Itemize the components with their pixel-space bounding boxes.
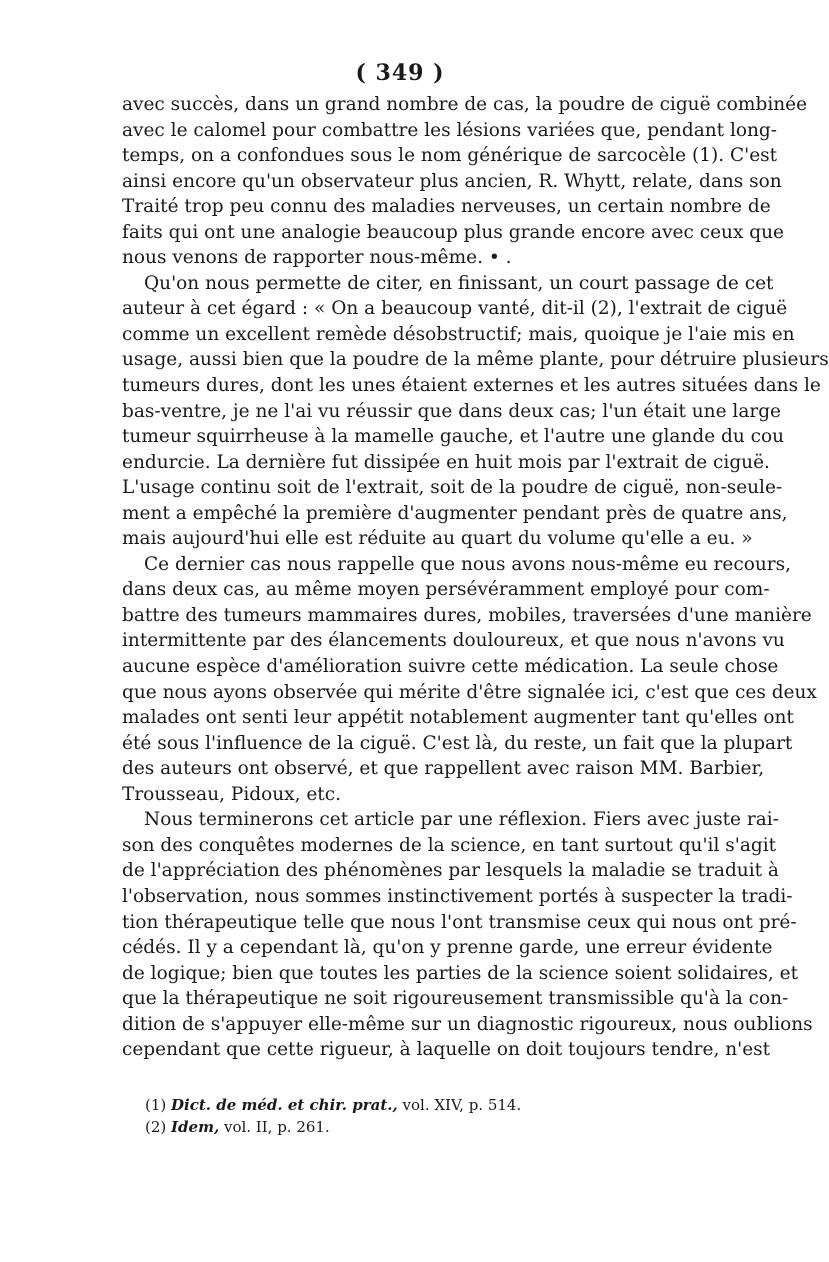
text-line: faits qui ont une analogie beaucoup plus grande encore avec ceux que xyxy=(122,221,784,243)
footnote xyxy=(145,1116,685,1138)
footnote-reference: Idem, xyxy=(171,1118,220,1136)
text-line: bas-ventre, je ne l'ai vu réussir que dans deux cas; l'un était une large xyxy=(122,400,781,422)
text-line: dans deux cas, au même moyen persévéramment employé pour com- xyxy=(122,579,770,601)
text-line: endurcie. La dernière fut dissipée en huit mois par l'extrait de ciguë. xyxy=(122,451,770,473)
text-line: temps, on a confondues sous le nom générique de sarcocèle (1). C'est xyxy=(122,145,778,167)
text-line: Trousseau, Pidoux, etc. xyxy=(122,783,341,805)
footnote-text: vol. II, p. 261. xyxy=(223,1118,330,1136)
text-line: usage, aussi bien que la poudre de la même plante, pour détruire plusieurs xyxy=(122,349,829,371)
text-line: que la thérapeutique ne soit rigoureusement transmissible qu'à la con- xyxy=(122,988,789,1010)
text-line: dition de s'appuyer elle-même sur un diagnostic rigoureux, nous oublions xyxy=(122,1013,813,1035)
text-line: que nous ayons observée qui mérite d'être signalée ici, c'est que ces deux xyxy=(122,681,817,703)
text-line: aucune espèce d'amélioration suivre cette médication. La seule chose xyxy=(122,656,779,678)
text-line: cependant que cette rigueur, à laquelle on doit toujours tendre, n'est xyxy=(122,1039,771,1061)
text-line: nous venons de rapporter nous-même. • . xyxy=(122,247,512,269)
text-line: malades ont senti leur appétit notablement augmenter tant qu'elles ont xyxy=(122,707,794,729)
text-line: l'observation, nous sommes instinctivement portés à suspecter la tradi- xyxy=(122,885,793,907)
text-line: ment a empêché la première d'augmenter pendant près de quatre ans, xyxy=(122,502,788,524)
text-line: Nous terminerons cet article par une réflexion. Fiers avec juste rai- xyxy=(144,809,779,831)
text-line: cédés. Il y a cependant là, qu'on y prenne garde, une erreur évidente xyxy=(122,937,773,959)
footnotes xyxy=(145,1094,685,1138)
text-line: été sous l'influence de la ciguë. C'est là, du reste, un fait que la plupart xyxy=(122,732,793,754)
text-line: Ce dernier cas nous rappelle que nous avons nous-même eu recours, xyxy=(144,553,791,575)
footnote xyxy=(145,1094,685,1116)
text-line: son des conquêtes modernes de la science, en tant surtout qu'il s'agit xyxy=(122,834,777,856)
text-line: tumeurs dures, dont les unes étaient externes et les autres situées dans le xyxy=(122,375,821,397)
text-line: comme un excellent remède désobstructif; mais, quoique je l'aie mis en xyxy=(122,323,795,345)
text-line: avec succès, dans un grand nombre de cas, la poudre de ciguë combinée xyxy=(122,94,808,115)
text-line: L'usage continu soit de l'extrait, soit de la poudre de ciguë, non-seule- xyxy=(122,477,783,499)
text-line: tumeur squirrheuse à la mamelle gauche, et l'autre une glande du cou xyxy=(122,426,785,448)
text-line: avec le calomel pour combattre les lésions variées que, pendant long- xyxy=(122,119,778,141)
text-line: battre des tumeurs mammaires dures, mobiles, traversées d'une manière xyxy=(122,604,812,626)
text-line: tion thérapeutique telle que nous l'ont transmise ceux qui nous ont pré- xyxy=(122,911,797,933)
footnote-number: (2) xyxy=(145,1118,167,1136)
text-line: de logique; bien que toutes les parties de la science soient solidaires, et xyxy=(122,962,798,984)
text-line: intermittente par des élancements douloureux, et que nous n'avons vu xyxy=(122,630,785,652)
footnote-text: vol. XIV, p. 514. xyxy=(402,1096,522,1114)
footnote-number: (1) xyxy=(145,1096,167,1114)
text-line: de l'appréciation des phénomènes par lesquels la maladie se traduit à xyxy=(122,860,779,882)
text-line: auteur à cet égard : « On a beaucoup vanté, dit-il (2), l'extrait de ciguë xyxy=(122,298,788,320)
text-line: mais aujourd'hui elle est réduite au quart du volume qu'elle a eu. » xyxy=(122,528,753,550)
body-text xyxy=(122,92,829,1063)
footnote-reference: Dict. de méd. et chir. prat., xyxy=(171,1096,398,1114)
text-line: ainsi encore qu'un observateur plus ancien, R. Whytt, relate, dans son xyxy=(122,170,782,192)
text-line: Qu'on nous permette de citer, en finissant, un court passage de cet xyxy=(144,272,774,294)
text-line: des auteurs ont observé, et que rappellent avec raison MM. Barbier, xyxy=(122,758,765,780)
text-line: Traité trop peu connu des maladies nerveuses, un certain nombre de xyxy=(122,196,771,218)
page-number: ( 349 ) xyxy=(355,60,445,86)
